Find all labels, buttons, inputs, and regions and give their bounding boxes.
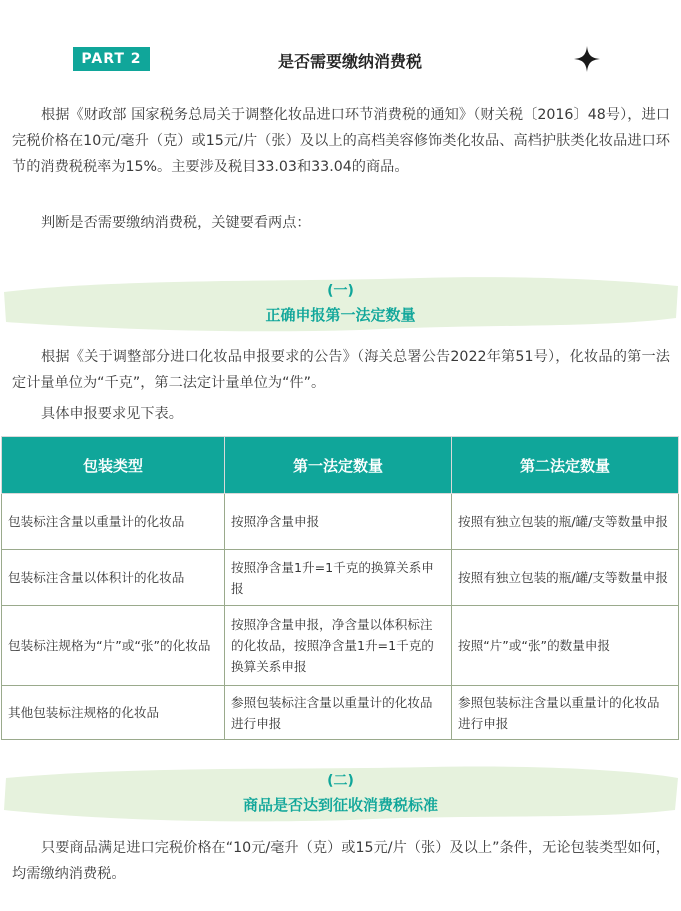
table-row [2, 494, 679, 550]
sparkle-icon [573, 45, 601, 73]
intro-paragraph: 根据《财政部 国家税务总局关于调整化妆品进口环节消费税的通知》（财关税〔2016〕48号），进口完税价格在10元/毫升（克）或15元/片（张）及以上的高档美容修饰类化妆品、高档护肤类化妆品进口环节的消费税税率为15%。主要涉及税目33.03和33.04的商品。 [12, 107, 670, 175]
header-first-quantity: 第一法定数量 [225, 437, 452, 494]
table-cell: 其他包装标注规格的化妆品 [2, 686, 225, 740]
table-cell: 包装标注规格为“片”或“张”的化妆品 [2, 606, 225, 686]
table-cell: 参照包装标注含量以重量计的化妆品进行申报 [225, 686, 452, 740]
section-1-number: (一) [327, 283, 354, 299]
table-row [2, 550, 679, 606]
part-title: 是否需要缴纳消费税 [277, 52, 422, 71]
table-cell: 按照“片”或“张”的数量申报 [452, 606, 679, 686]
declaration-table [1, 436, 679, 740]
header-package-type: 包装类型 [2, 437, 225, 494]
header-second-quantity: 第二法定数量 [452, 437, 679, 494]
intro-question: 判断是否需要缴纳消费税，关键要看两点： [41, 215, 311, 231]
table-row [2, 686, 679, 740]
table-cell: 按照净含量申报，净含量以体积标注的化妆品，按照净含量1升=1千克的换算关系申报 [225, 606, 452, 686]
section-2-title: 商品是否达到征收消费税标准 [242, 796, 438, 814]
table-header-row [2, 437, 679, 494]
part-badge: PART 2 [73, 47, 150, 71]
section-1-paragraph: 根据《关于调整部分进口化妆品申报要求的公告》（海关总署公告2022年第51号），化妆品的第一法定计量单位为“千克”，第二法定计量单位为“件”。 [12, 349, 670, 391]
section-2-number: (二) [327, 773, 354, 789]
table-cell: 按照有独立包装的瓶/罐/支等数量申报 [452, 550, 679, 606]
table-cell: 包装标注含量以重量计的化妆品 [2, 494, 225, 550]
table-cell: 按照有独立包装的瓶/罐/支等数量申报 [452, 494, 679, 550]
section-1-title: 正确申报第一法定数量 [265, 306, 416, 324]
table-row [2, 606, 679, 686]
part-header [0, 40, 681, 80]
table-cell: 参照包装标注含量以重量计的化妆品进行申报 [452, 686, 679, 740]
section-1-banner [0, 272, 681, 334]
section-1-table-note: 具体申报要求见下表。 [41, 406, 183, 422]
table-cell: 按照净含量1升=1千克的换算关系申报 [225, 550, 452, 606]
table-cell: 包装标注含量以体积计的化妆品 [2, 550, 225, 606]
section-2-banner [0, 762, 681, 824]
table-cell: 按照净含量申报 [225, 494, 452, 550]
section-2-paragraph: 只要商品满足进口完税价格在“10元/毫升（克）或15元/片（张）及以上”条件，无论包装类型如何，均需缴纳消费税。 [12, 840, 670, 882]
